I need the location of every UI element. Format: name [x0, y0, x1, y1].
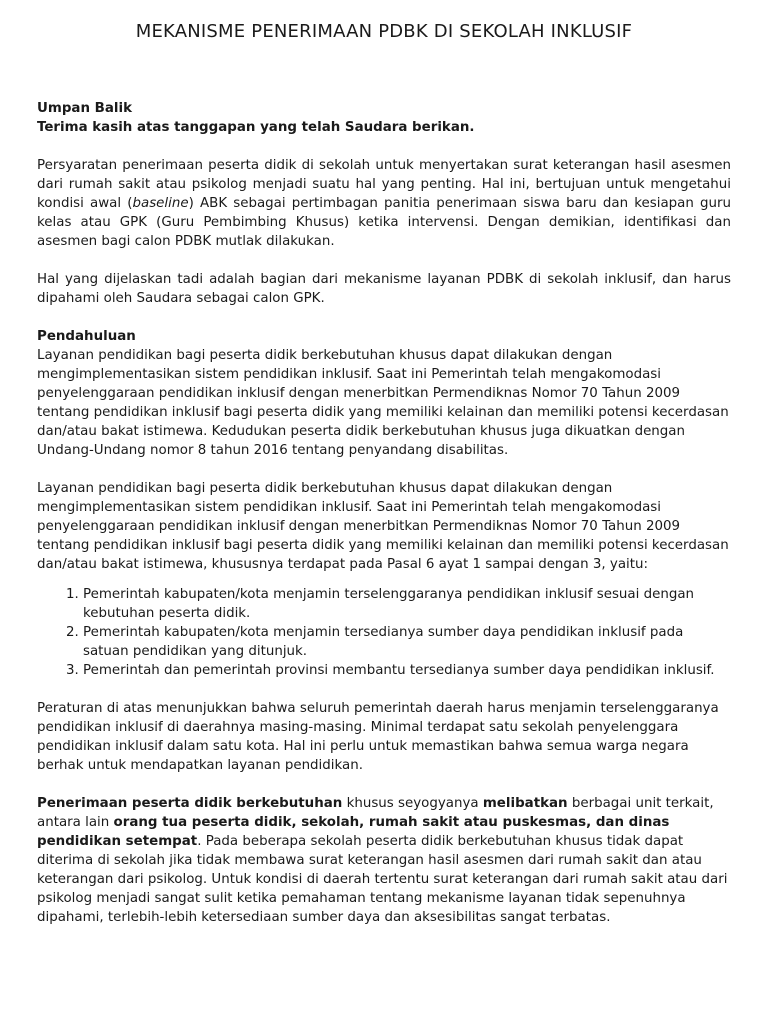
feedback-heading: Umpan Balik	[37, 101, 132, 116]
bold-text: orang tua peserta didik, sekolah, rumah sakit atau puskesmas, dan dinas pendidikan setempat	[37, 815, 670, 849]
bold-text: Penerimaan peserta didik berkebutuhan	[37, 796, 343, 811]
feedback-paragraph-2: Hal yang dijelaskan tadi adalah bagian dari mekanisme layanan PDBK di sekolah inklusif, dan harus dipahami oleh Saudara sebagai calon GPK.	[37, 272, 731, 306]
bold-text: melibatkan	[482, 796, 568, 811]
document-page	[37, 20, 731, 927]
regulation-list	[37, 585, 731, 680]
intro-paragraph-2: Layanan pendidikan bagi peserta didik berkebutuhan khusus dapat dilakukan dengan mengimplementasikan sistem pendidikan inklusif. Saat ini Pemerintah telah mengakomodasi penyelenggaraan pendidikan inklusif dengan menerbitkan Permendiknas Nomor 70 Tahun 2009 tentang pendidikan inklusif bagi peserta didik yang memiliki kelainan dan memiliki potensi kecerdasan dan/atau bakat istimewa, khususnya terdapat pada Pasal 6 ayat 1 sampai dengan 3, yaitu:	[37, 481, 729, 572]
feedback-paragraph-1	[37, 156, 731, 251]
intro-paragraph-4	[37, 794, 731, 927]
text-span: . Pada beberapa sekolah peserta didik berkebutuhan khusus tidak dapat diterima di sekolah jika tidak membawa surat keterangan hasil asesmen dari rumah sakit dan atau keterangan dari psikolog. Untuk kondisi di daerah tertentu surat keterangan dari rumah sakit atau dari psikolog menjadi sangat sulit ketika pemahaman tentang mekanisme layanan tidak sepenuhnya dipahami, terlebih-lebih ketersediaan sumber daya dan aksesibilitas sangat terbatas.	[37, 834, 728, 925]
intro-paragraph-1: Layanan pendidikan bagi peserta didik berkebutuhan khusus dapat dilakukan dengan mengimplementasikan sistem pendidikan inklusif. Saat ini Pemerintah telah mengakomodasi penyelenggaraan pendidikan inklusif dengan menerbitkan Permendiknas Nomor 70 Tahun 2009 tentang pendidikan inklusif bagi peserta didik yang memiliki kelainan dan memiliki potensi kecerdasan dan/atau bakat istimewa. Kedudukan peserta didik berkebutuhan khusus juga dikuatkan dengan Undang-Undang nomor 8 tahun 2016 tentang penyandang disabilitas.	[37, 348, 729, 458]
text-span: khusus seyogyanya	[342, 796, 483, 811]
text-span: berbagai unit terkait, antara lain	[37, 796, 714, 830]
italic-term: baseline	[132, 196, 189, 211]
text-span: ) ABK sebagai pertimbagan panitia penerimaan siswa baru dan kesiapan guru kelas atau GPK (Guru Pembimbing Khusus) ketika intervensi. Dengan demikian, identifikasi dan asesmen bagi calon PDBK mutlak dilakukan.	[37, 196, 732, 249]
intro-heading: Pendahuluan	[37, 329, 136, 344]
list-item: 3. Pemerintah dan pemerintah provinsi membantu tersedianya sumber daya pendidikan inklusif.	[83, 661, 731, 680]
text-span: Persyaratan penerimaan peserta didik di sekolah untuk menyertakan surat keterangan hasil asesmen dari rumah sakit atau psikolog menjadi suatu hal yang penting. Hal ini, bertujuan untuk mengetahui kondisi awal (	[37, 158, 731, 211]
list-item: 2. Pemerintah kabupaten/kota menjamin tersedianya sumber daya pendidikan inklusif pada satuan pendidikan yang ditunjuk.	[83, 623, 731, 661]
intro-paragraph-3: Peraturan di atas menunjukkan bahwa seluruh pemerintah daerah harus menjamin terselenggaranya pendidikan inklusif di daerahnya masing-masing. Minimal terdapat satu sekolah penyelenggara pendidikan inklusif dalam satu kota. Hal ini perlu untuk memastikan bahwa semua warga negara berhak untuk mendapatkan layanan pendidikan.	[37, 701, 719, 773]
list-item: 1. Pemerintah kabupaten/kota menjamin terselenggaranya pendidikan inklusif sesuai dengan kebutuhan peserta didik.	[83, 585, 731, 623]
feedback-thanks: Terima kasih atas tanggapan yang telah Saudara berikan.	[37, 120, 475, 135]
page-title: MEKANISME PENERIMAAN PDBK DI SEKOLAH INKLUSIF	[135, 21, 633, 42]
